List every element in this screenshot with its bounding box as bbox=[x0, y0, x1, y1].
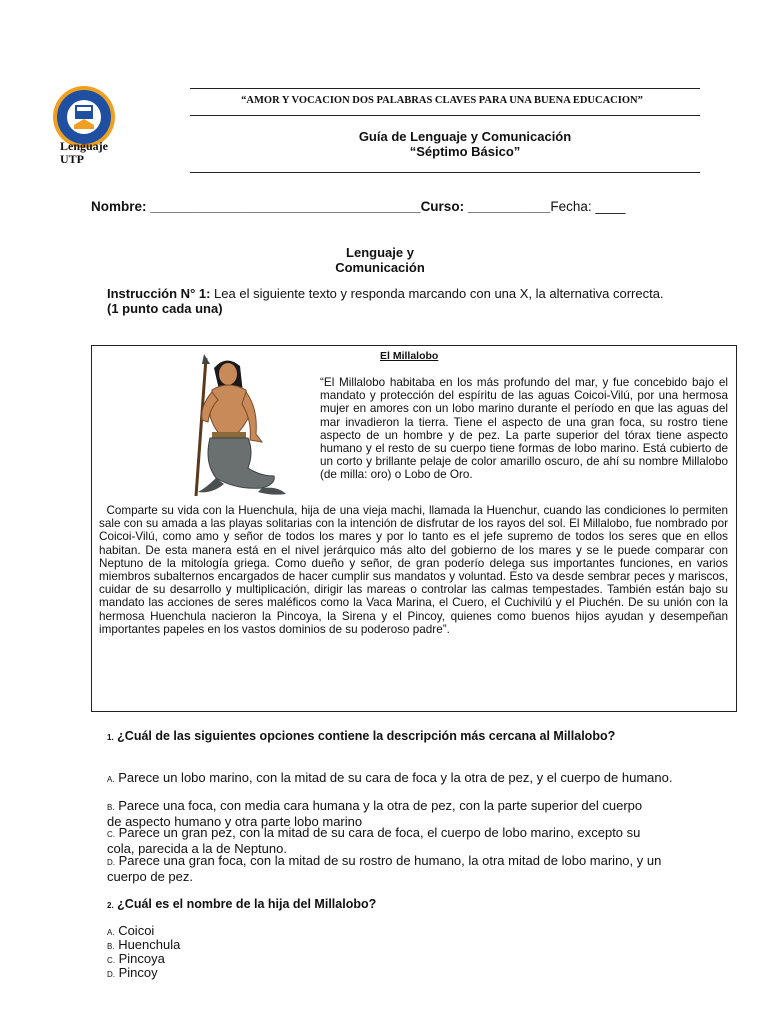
question-2-option-a[interactable]: A. Coicoi bbox=[107, 923, 155, 938]
question-2-text: 2. ¿Cuál es el nombre de la hija del Millalobo? bbox=[107, 897, 377, 911]
instruction-label: Instrucción N° 1: bbox=[107, 286, 211, 301]
header-rule-middle bbox=[190, 115, 700, 116]
reading-paragraph-1: “El Millalobo habitaba en los más profundo del mar, y fue concebido bajo el mandato y protección del espíritu de las aguas Coicoi-Vilú, por una hermosa mujer en amores con un lobo marino durante el período en que las aguas del mar invadieron la tierra. Tiene el aspecto de una gran foca, su rostro tiene aspecto de un hombre y de pez. La parte superior del tórax tiene aspecto humano y el resto de su cuerpo tiene formas de lobo marino. Está cubierto de un corto y brillante pelaje de color amarillo oscuro, de ahí su nombre Millalobo (de milla: oro) o Lobo de Oro. bbox=[320, 376, 728, 482]
millalobo-illustration bbox=[144, 350, 314, 498]
instruction-points: (1 punto cada una) bbox=[107, 301, 223, 316]
question-1-option-d[interactable]: D. Parece una gran foca, con la mitad de su rostro de humano, la otra mitad de lobo marino, y un cuerpo de pez. bbox=[107, 853, 662, 884]
reading-paragraph-2: Comparte su vida con la Huenchula, hija de una vieja machi, llamada la Huenchur, cuando las condiciones lo permiten sale con su amada a las playas solitarias con la intención de disfrutar de los rayos del sol. El Millalobo, fue nombrado por Coicoi-Vilú, como amo y señor de todos los mares y por lo tanto es el jefe supremo de todos los seres que en ellos habitan. De esta manera está en el nivel jerárquico más alto del gobierno de los mares y se le puede comparar con Neptuno de la mitología griega. Como dueño y señor, de gran poderío delega sus importantes funciones, en varios miembros subalternos encargados de hacer cumplir sus mandatos y voluntad. Esto va desde sembrar peces y mariscos, cuidar de su desarrollo y multiplicación, dirigir las mareas o controlar las calmas tempestades. También están bajo su mandato las acciones de seres maléficos como la Vaca Marina, el Cuero, el Cuchivilú y el Piuchén. De su unión con la hermosa Huenchula nacieron la Pincoya, la Sirena y el Pincoy, quienes como buenos hijos ayudan y desempeñan importantes papeles en los vastos dominios de su poderoso padre”. bbox=[99, 504, 728, 636]
nombre-blank[interactable]: ____________________________________ bbox=[146, 199, 421, 214]
question-1-option-a[interactable]: A. Parece un lobo marino, con la mitad de su cara de foca y la otra de pez, y el cuerpo de humano. bbox=[107, 770, 673, 785]
question-2-option-b[interactable]: B. Huenchula bbox=[107, 937, 181, 952]
motto: “AMOR Y VOCACION DOS PALABRAS CLAVES PARA UNA BUENA EDUCACION” bbox=[241, 95, 643, 106]
question-1 bbox=[107, 729, 700, 745]
curso-label: Curso: bbox=[420, 199, 465, 214]
curso-blank[interactable]: ___________ bbox=[464, 199, 551, 214]
question-1-option-c[interactable]: C. Parece un gran pez, con la mitad de su cara de foca, el cuerpo de lobo marino, excepto su cola, parecida a la de Neptuno. bbox=[107, 825, 641, 856]
question-2-option-c[interactable]: C. Pincoya bbox=[107, 951, 165, 966]
fecha-label: Fecha: bbox=[550, 199, 592, 214]
student-fields bbox=[91, 199, 625, 214]
header-rule-bottom bbox=[190, 172, 700, 173]
question-1-option-b[interactable]: B. Parece una foca, con media cara humana y la otra de pez, con la parte superior del cuerpo de aspecto humano y otra parte lobo marino bbox=[107, 798, 643, 829]
question-2-option-d[interactable]: D. Pincoy bbox=[107, 965, 158, 980]
question-1-text: 1. ¿Cuál de las siguientes opciones contiene la descripción más cercana al Millalobo? bbox=[107, 729, 616, 743]
header-rule-top bbox=[190, 88, 700, 89]
reading-title: El Millalobo bbox=[380, 350, 439, 362]
instruction-text: Lea el siguiente texto y responda marcando con una X, la alternativa correcta. bbox=[210, 286, 664, 301]
question-2 bbox=[107, 897, 700, 913]
instruction bbox=[107, 286, 707, 316]
guide-title: Guía de Lenguaje y Comunicación “Séptimo Básico” bbox=[358, 129, 572, 159]
nombre-label: Nombre: bbox=[91, 199, 147, 214]
logo-caption: Lenguaje UTP bbox=[60, 139, 108, 166]
fecha-blank[interactable]: ____ bbox=[591, 199, 626, 214]
section-title: Lenguaje y Comunicación bbox=[335, 245, 425, 275]
